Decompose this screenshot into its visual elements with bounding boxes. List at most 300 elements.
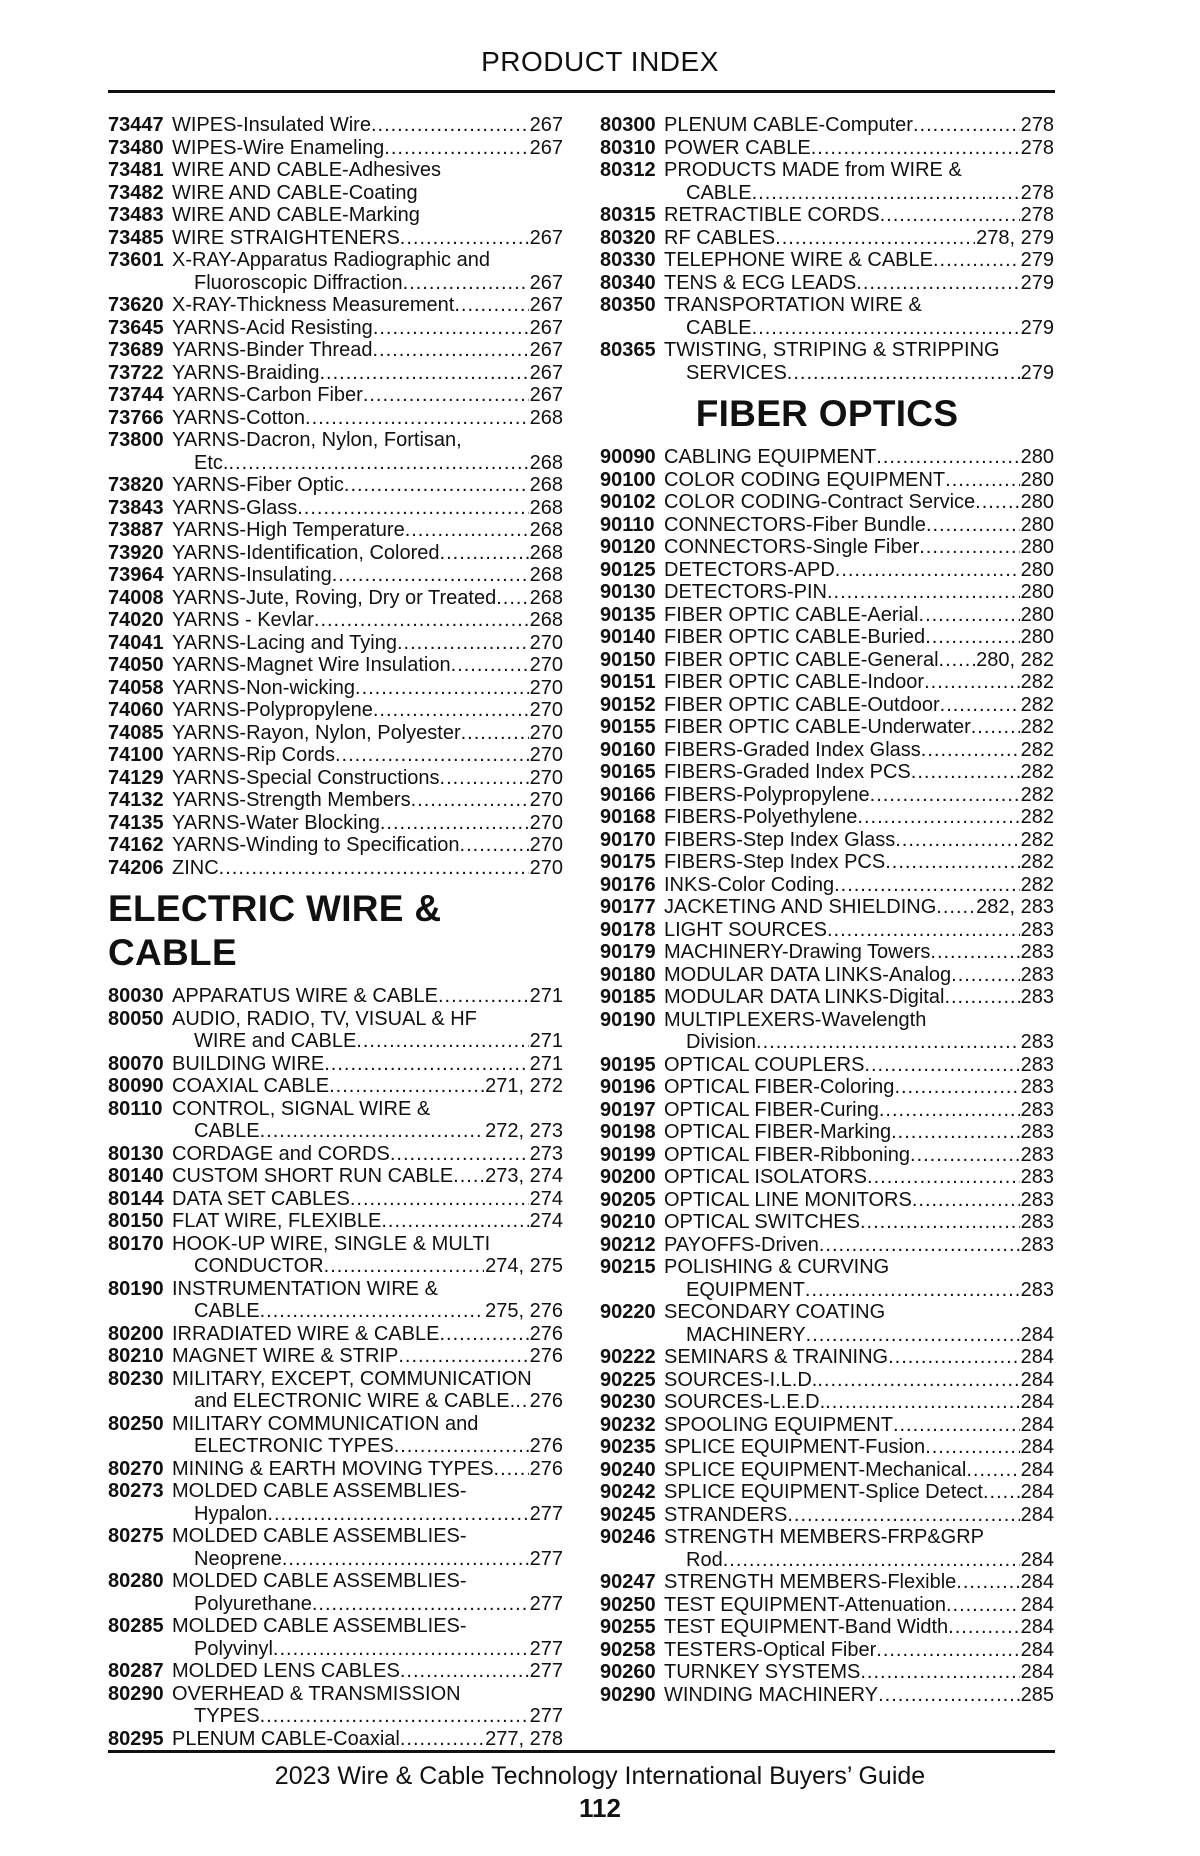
entry-line <box>664 1481 1054 1504</box>
entry-line <box>172 834 563 857</box>
dot-leader <box>924 671 1020 694</box>
index-entry <box>108 1368 563 1413</box>
product-code: 90225 <box>600 1368 656 1391</box>
section-heading: FIBER OPTICS <box>695 393 959 434</box>
entry-line <box>664 1076 1054 1099</box>
product-name: COLOR CODING-Contract Service <box>664 491 976 513</box>
index-entry <box>600 1684 1054 1707</box>
dot-leader <box>893 1414 1020 1437</box>
entry-body <box>664 1369 1054 1392</box>
page-reference: 267 <box>529 271 563 294</box>
entry-line <box>172 699 563 722</box>
index-entry <box>108 1570 563 1615</box>
page-reference: 268 <box>529 519 563 541</box>
product-name: STRANDERS <box>664 1503 788 1526</box>
entry-body <box>172 1480 563 1525</box>
product-code: 80340 <box>600 271 656 294</box>
index-entry <box>108 474 563 497</box>
dot-leader <box>888 1346 1020 1369</box>
dot-leader <box>335 744 529 767</box>
index-entry <box>600 604 1054 627</box>
entry-body <box>664 1009 1054 1054</box>
entry-line <box>664 1324 1054 1347</box>
index-entry <box>600 1481 1054 1504</box>
product-code: 74100 <box>108 744 164 766</box>
dot-leader <box>806 1324 1020 1347</box>
entry-line <box>664 1616 1054 1639</box>
page-reference: 276 <box>529 1457 563 1480</box>
entry-body <box>664 1661 1054 1684</box>
page-reference: 282 <box>1020 828 1054 851</box>
product-code: 90205 <box>600 1188 656 1211</box>
page-reference: 278, 279 <box>976 226 1054 249</box>
footer-title: 2023 Wire & Cable Technology International Buyers’ Guide <box>274 1762 926 1790</box>
product-code: 90110 <box>600 513 655 536</box>
entry-body <box>172 834 563 857</box>
entry-line <box>172 542 563 565</box>
page-reference: 283 <box>1020 1098 1054 1121</box>
entry-body <box>172 1075 563 1098</box>
product-name: YARNS-Glass <box>172 496 298 519</box>
entry-body <box>664 1616 1054 1639</box>
entry-line <box>172 677 563 700</box>
product-code: 90165 <box>600 761 656 783</box>
header-rule <box>108 90 1055 93</box>
dot-leader <box>921 739 1020 762</box>
page-reference: 268 <box>529 406 563 429</box>
index-entry <box>108 744 563 767</box>
product-name: CABLE <box>194 1120 260 1142</box>
product-name: OPTICAL SWITCHES <box>664 1211 860 1233</box>
product-code: 90190 <box>600 1008 656 1031</box>
entry-body <box>172 159 563 182</box>
dot-leader <box>260 1120 485 1143</box>
entry-line <box>172 654 563 677</box>
entry-body <box>172 1345 563 1368</box>
entry-line <box>664 1526 1054 1549</box>
index-entry <box>600 761 1054 784</box>
entry-body <box>172 339 563 362</box>
dot-leader <box>319 362 528 385</box>
entry-body <box>172 317 563 340</box>
page-reference: 274 <box>529 1210 563 1232</box>
product-name: FIBER OPTIC CABLE-Indoor <box>664 671 925 693</box>
index-entry <box>600 1594 1054 1617</box>
entry-body <box>172 789 563 812</box>
product-code: 80130 <box>108 1142 164 1165</box>
product-name: YARNS-Winding to Specification <box>172 834 460 856</box>
index-entry <box>600 469 1054 492</box>
dot-leader <box>260 1705 529 1728</box>
page-reference: 279 <box>1020 361 1054 384</box>
index-entry <box>108 1278 563 1323</box>
page-reference: 280, 282 <box>976 648 1054 671</box>
page-reference: 283 <box>1020 1166 1054 1188</box>
product-name: YARNS - Kevlar <box>172 609 314 631</box>
product-code: 90260 <box>600 1661 656 1683</box>
footer-rule <box>108 1750 1055 1753</box>
dot-leader <box>891 1121 1020 1144</box>
index-entry <box>600 137 1054 160</box>
entry-body <box>664 694 1054 717</box>
product-name: PAYOFFS-Driven <box>664 1233 819 1256</box>
index-entry <box>108 542 563 565</box>
product-name: YARNS-Acid Resisting <box>172 316 373 339</box>
entry-line <box>664 739 1054 762</box>
entry-line <box>172 857 563 880</box>
entry-body <box>172 1458 563 1481</box>
product-name: FIBERS-Graded Index PCS <box>664 761 911 783</box>
product-name: CABLE <box>194 1300 260 1322</box>
product-name: CONTROL, SIGNAL WIRE & <box>172 1097 431 1120</box>
product-code: 90100 <box>600 468 656 491</box>
index-entry <box>108 1458 563 1481</box>
page-reference: 271 <box>529 1030 563 1052</box>
product-code: 73964 <box>108 564 164 586</box>
entry-body <box>172 677 563 700</box>
product-name: SPLICE EQUIPMENT-Splice Detect <box>664 1481 983 1503</box>
product-code: 80190 <box>108 1277 164 1300</box>
product-code: 90212 <box>600 1233 656 1256</box>
entry-body <box>664 784 1054 807</box>
index-entry <box>600 784 1054 807</box>
dot-leader <box>878 1684 1020 1707</box>
product-name: YARNS-Insulating <box>172 564 332 586</box>
entry-line <box>172 159 563 182</box>
dot-leader <box>819 1234 1020 1257</box>
entry-line <box>172 632 563 655</box>
product-name: INKS-Color Coding <box>664 873 835 896</box>
page-reference: 282 <box>1020 806 1054 828</box>
product-code: 90200 <box>600 1166 656 1188</box>
page-reference: 278 <box>1020 136 1054 159</box>
dot-leader <box>867 1166 1020 1189</box>
entry-body <box>172 227 563 250</box>
product-name: STRENGTH MEMBERS-FRP&GRP <box>664 1526 985 1548</box>
product-name: MULTIPLEXERS-Wavelength <box>664 1008 927 1031</box>
entry-line <box>172 317 563 340</box>
dot-leader <box>956 1571 1019 1594</box>
entry-line <box>172 1503 563 1526</box>
entry-line <box>172 114 563 137</box>
page-reference: 283 <box>1020 1233 1054 1256</box>
product-code: 90151 <box>600 671 656 693</box>
product-name: and ELECTRONIC WIRE & CABLE. <box>194 1390 516 1412</box>
product-name: WIRE STRAIGHTENERS <box>172 226 400 249</box>
product-code: 90222 <box>600 1346 656 1368</box>
entry-body <box>172 1570 563 1615</box>
dot-leader <box>451 654 529 677</box>
entry-body <box>172 857 563 880</box>
product-code: 80280 <box>108 1570 164 1592</box>
entry-body <box>664 204 1054 227</box>
page-reference: 272, 273 <box>485 1120 563 1142</box>
product-name: ELECTRONIC TYPES <box>194 1435 394 1457</box>
page-reference: 282 <box>1020 851 1054 873</box>
product-name: MINING & EARTH MOVING TYPES <box>172 1457 494 1480</box>
product-name: OPTICAL ISOLATORS <box>664 1166 868 1188</box>
entry-body <box>172 204 563 227</box>
dot-leader <box>919 604 1020 627</box>
product-code: 73843 <box>108 496 164 519</box>
dot-leader <box>363 384 529 407</box>
entry-line <box>664 784 1054 807</box>
dot-leader <box>454 294 528 317</box>
page-reference: 284 <box>1020 1436 1054 1458</box>
page-reference: 270 <box>529 789 563 811</box>
entry-body <box>664 1571 1054 1594</box>
index-column-left <box>108 114 563 1750</box>
entry-line <box>664 626 1054 649</box>
section-heading: ELECTRIC WIRE & CABLE <box>108 888 442 973</box>
index-entry <box>600 1076 1054 1099</box>
product-name: APPARATUS WIRE & CABLE <box>172 985 438 1007</box>
page-reference: 282 <box>1020 873 1054 896</box>
dot-leader <box>925 1436 1019 1459</box>
entry-line <box>664 1504 1054 1527</box>
entry-body <box>172 1098 563 1143</box>
index-entry <box>600 491 1054 514</box>
index-column-right <box>600 114 1054 1706</box>
entry-body <box>172 1683 563 1728</box>
product-name: TYPES <box>194 1705 260 1727</box>
product-name: POWER CABLE <box>664 136 811 159</box>
product-name: FIBER OPTIC CABLE-Buried <box>664 626 926 648</box>
product-name: YARNS-Fiber Optic <box>172 474 344 496</box>
entry-body <box>172 767 563 790</box>
entry-line <box>172 812 563 835</box>
index-entry <box>600 294 1054 339</box>
entry-body <box>664 604 1054 627</box>
page-reference: 267 <box>529 361 563 384</box>
entry-body <box>172 1323 563 1346</box>
product-code: 74020 <box>108 609 164 631</box>
entry-line <box>172 452 563 475</box>
index-entry <box>108 654 563 677</box>
entry-body <box>664 1639 1054 1662</box>
dot-leader <box>400 1660 529 1683</box>
entry-body <box>664 1414 1054 1437</box>
page-reference: 279 <box>1020 249 1054 271</box>
entry-body <box>172 812 563 835</box>
entry-body <box>172 1053 563 1076</box>
entry-body <box>664 159 1054 204</box>
product-name: LIGHT SOURCES <box>664 918 827 941</box>
page-reference: 283 <box>1020 1143 1054 1166</box>
product-name: ZINC <box>172 856 219 879</box>
product-name: WIPES-Wire Enameling <box>172 136 385 159</box>
entry-body <box>172 407 563 430</box>
page-reference: 284 <box>1020 1661 1054 1683</box>
entry-line <box>664 649 1054 672</box>
entry-line <box>664 694 1054 717</box>
index-entry <box>108 1188 563 1211</box>
index-entry <box>108 249 563 294</box>
dot-leader <box>381 1210 528 1233</box>
entry-line <box>172 722 563 745</box>
index-entry <box>600 446 1054 469</box>
entry-line <box>664 829 1054 852</box>
dot-leader <box>966 1459 1019 1482</box>
page-reference: 284 <box>1020 1368 1054 1391</box>
entry-line <box>172 564 563 587</box>
product-name: EQUIPMENT <box>686 1278 805 1301</box>
product-name: X-RAY-Thickness Measurement <box>172 294 455 316</box>
index-entry <box>600 1099 1054 1122</box>
product-name: CORDAGE and CORDS <box>172 1142 390 1165</box>
dot-leader <box>384 137 528 160</box>
product-name: CONNECTORS-Single Fiber <box>664 536 920 558</box>
index-entry <box>600 1009 1054 1054</box>
product-code: 90258 <box>600 1638 656 1661</box>
product-name: OPTICAL FIBER-Marking <box>664 1121 892 1143</box>
product-name: SEMINARS & TRAINING <box>664 1346 889 1368</box>
dot-leader <box>405 519 529 542</box>
index-entry <box>108 812 563 835</box>
product-code: 80090 <box>108 1075 164 1097</box>
entry-body <box>664 1684 1054 1707</box>
index-entry <box>108 159 563 182</box>
product-code: 90198 <box>600 1121 656 1143</box>
entry-line <box>172 1660 563 1683</box>
index-entry <box>108 609 563 632</box>
page-reference: 277 <box>529 1592 563 1615</box>
product-name: CABLE <box>686 181 752 204</box>
entry-body <box>172 654 563 677</box>
entry-body <box>172 632 563 655</box>
page-reference: 284 <box>1020 1638 1054 1661</box>
entry-body <box>664 1144 1054 1167</box>
entry-line <box>172 1053 563 1076</box>
product-code: 90178 <box>600 918 656 941</box>
product-code: 74041 <box>108 631 164 654</box>
index-entry <box>108 1323 563 1346</box>
page-reference: 268 <box>529 609 563 631</box>
entry-line <box>172 1300 563 1323</box>
page-reference: 284 <box>1020 1346 1054 1368</box>
product-name: Polyurethane <box>194 1592 312 1615</box>
dot-leader <box>951 964 1019 987</box>
product-code: 90185 <box>600 986 656 1008</box>
index-entry <box>600 1211 1054 1234</box>
entry-line <box>172 1570 563 1593</box>
product-name: RETRACTIBLE CORDS <box>664 204 880 226</box>
dot-leader <box>926 514 1020 537</box>
entry-line <box>172 1278 563 1301</box>
entry-line <box>664 1234 1054 1257</box>
page-reference: 282 <box>1020 738 1054 761</box>
entry-line <box>172 339 563 362</box>
index-entry <box>600 1571 1054 1594</box>
product-name: OPTICAL LINE MONITORS <box>664 1188 912 1211</box>
entry-body <box>172 609 563 632</box>
product-name: YARNS-Rip Cords <box>172 744 335 766</box>
page-reference: 278 <box>1020 204 1054 226</box>
entry-body <box>664 1166 1054 1189</box>
product-name: Rod <box>686 1548 723 1571</box>
index-entry <box>600 1639 1054 1662</box>
page-reference: 284 <box>1020 1616 1054 1638</box>
product-code: 74132 <box>108 789 164 811</box>
dot-leader <box>440 542 529 565</box>
dot-leader <box>356 1030 528 1053</box>
dot-leader <box>945 469 1019 492</box>
dot-leader <box>260 1300 485 1323</box>
page-reference: 283 <box>1020 1278 1054 1301</box>
product-code: 90247 <box>600 1571 656 1593</box>
product-name: HOOK-UP WIRE, SINGLE & MULTI <box>172 1232 491 1255</box>
product-code: 80287 <box>108 1660 164 1682</box>
entry-body <box>664 137 1054 160</box>
index-entry <box>108 1525 563 1570</box>
product-name: YARNS-Special Constructions <box>172 766 440 789</box>
product-name: YARNS-Cotton <box>172 406 306 429</box>
entry-line <box>664 1031 1054 1054</box>
entry-body <box>172 1660 563 1683</box>
page-footer <box>0 1760 1200 1824</box>
entry-body <box>172 1233 563 1278</box>
entry-line <box>172 1683 563 1706</box>
entry-body <box>664 1234 1054 1257</box>
product-name: WIRE and CABLE <box>194 1030 357 1052</box>
index-entry <box>600 581 1054 604</box>
product-code: 80210 <box>108 1345 164 1367</box>
product-code: 90166 <box>600 783 656 806</box>
dot-leader <box>373 317 529 340</box>
product-name: SPOOLING EQUIPMENT <box>664 1413 893 1436</box>
index-entry <box>108 227 563 250</box>
page-reference: 277 <box>529 1660 563 1682</box>
product-code: 90255 <box>600 1616 656 1638</box>
page-reference: 282 <box>1020 761 1054 783</box>
dot-leader <box>355 677 529 700</box>
index-entry <box>108 182 563 205</box>
index-entry <box>600 514 1054 537</box>
entry-body <box>664 1594 1054 1617</box>
index-entry <box>600 204 1054 227</box>
product-name: BUILDING WIRE <box>172 1052 325 1075</box>
entry-line <box>664 986 1054 1009</box>
product-name: DATA SET CABLES <box>172 1187 350 1210</box>
product-name: YARNS-Lacing and Tying <box>172 631 397 654</box>
entry-line <box>664 874 1054 897</box>
entry-line <box>664 1279 1054 1302</box>
product-name: MOLDED CABLE ASSEMBLIES- <box>172 1615 467 1637</box>
product-code: 90175 <box>600 851 656 873</box>
product-name: MODULAR DATA LINKS-Digital <box>664 986 945 1008</box>
entry-body <box>172 519 563 542</box>
product-code: 80150 <box>108 1210 164 1232</box>
dot-leader <box>440 767 529 790</box>
product-code: 90215 <box>600 1256 656 1278</box>
entry-line <box>664 294 1054 317</box>
dot-leader <box>879 1099 1020 1122</box>
entry-body <box>172 137 563 160</box>
page-reference: 271 <box>529 985 563 1007</box>
product-code: 90245 <box>600 1503 656 1526</box>
entry-body <box>172 1413 563 1458</box>
page-reference: 284 <box>1020 1548 1054 1571</box>
dot-leader <box>390 1143 529 1166</box>
page-reference: 267 <box>529 136 563 159</box>
dot-leader <box>825 1391 1019 1414</box>
entry-line <box>664 1684 1054 1707</box>
entry-line <box>664 114 1054 137</box>
dot-leader <box>911 761 1020 784</box>
entry-body <box>664 446 1054 469</box>
entry-body <box>664 761 1054 784</box>
entry-body <box>172 744 563 767</box>
